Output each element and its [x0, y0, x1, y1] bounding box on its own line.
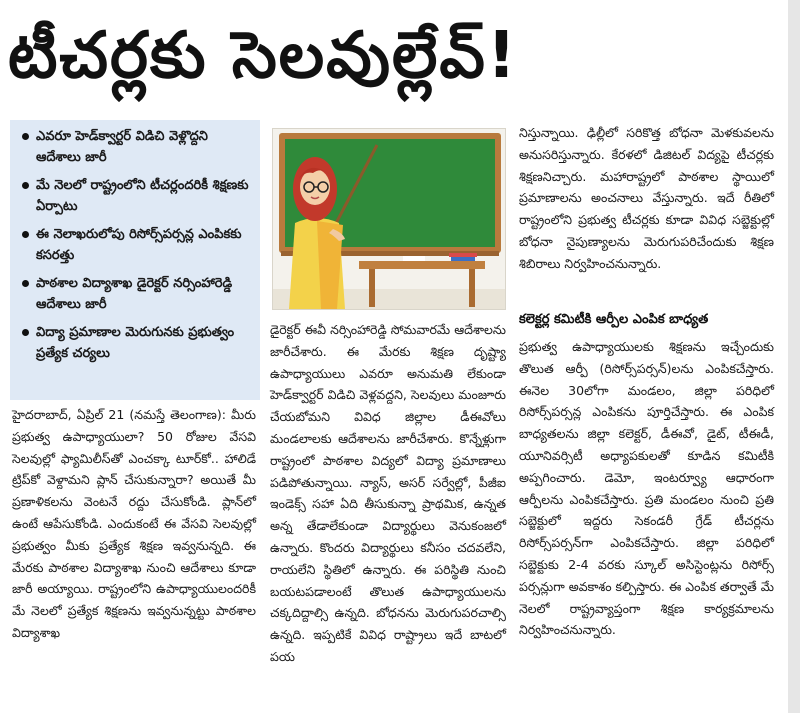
headline: టీచర్లకు సెలవుల్లేవ్‌!	[8, 19, 519, 93]
teacher-illustration	[272, 128, 506, 310]
bullet-icon	[22, 280, 29, 287]
teacher-at-chalkboard-image	[273, 129, 505, 309]
highlight-text: ఎవరూ హెడ్‌క్వార్టర్‌ విడిచి వెళ్లొద్దని ఆదేశాలు జారీ	[36, 129, 208, 165]
bullet-icon	[22, 329, 29, 336]
article-column-1: హైదరాబాద్‌, ఏప్రిల్‌ 21 (నమస్తే తెలంగాణ): మీరు ప్రభుత్వ ఉపాధ్యాయులా? 50 రోజుల వేసవి సెలవుల్లో ఫ్యామిలీస్‌తో ఎంచక్కా టూర్‌కో.. హాలిడే ట్రిప్‌కో వెళ్దామని ప్లాన్‌ చేసుకున్నారా? అయితే మీ ప్రణాళికలను వెంటనే రద్దు చేసుకోండి. ప్లాన్‌లో ఉంటే ఆపేసుకోండి. ఎందుకంటే ఈ వేసవి సెలవుల్లో ప్రభుత్వం మీకు ప్రత్యేక శిక్షణ ఇవ్వనున్నది. ఈ మేరకు పాఠశాల విద్యాశాఖ నుంచి ఆదేశాలు కూడా జారీ అయ్యాయి. రాష్ట్రంలోని ఉపాధ్యాయులందరికీ మే నెలలో ప్రత్యేక శిక్షణను ఇవ్వనున్నట్టు పాఠశాల విద్యాశాఖ	[12, 407, 256, 640]
bullet-icon	[22, 133, 29, 140]
article-column-3-top: నిస్తున్నాయి. ఢిల్లీలో సరికొత్త బోధనా మెళకువలను అనుసరిస్తున్నారు. కేరళలో డిజిటల్‌ విద్యపై టీచర్లకు శిక్షణనిచ్చారు. మహారాష్ట్రలో పాఠశాల స్థాయిలో ప్రమాణాలను అంచనాలు వేస్తున్నారు. ఇదే రీతిలో రాష్ట్రంలోని ప్రభుత్వ టీచర్లకు కూడా వివిధ సబ్జెక్టుల్లో బోధనా నైపుణ్యాలను మెరుగుపరిచేందుకు శిక్షణ శిబిరాలు నిర్వహించనున్నారు.	[519, 125, 774, 271]
bullet-icon	[22, 231, 29, 238]
article-column-2: డైరెక్టర్‌ ఈవీ నర్సింహారెడ్డి సోమవారమే ఆదేశాలను జారీచేశారు. ఈ మేరకు శిక్షణ దృష్ట్యా ఉపాధ్యాయులు ఎవరూ అనుమతి లేకుండా హెడ్‌క్వార్టర్‌ విడిచి వెళ్లవద్దని, సెలవులు మంజూరు చేయబోమని వివిధ జిల్లాల డీఈవోలు మండలాలకు ఆదేశాలను జారీచేశారు. కొన్నేళ్లుగా రాష్ట్రంలో పాఠశాల విద్యలో విద్యా ప్రమాణాలు పడిపోతున్నాయి. న్యాస్‌, అసర్‌ సర్వేల్లో, పీజీఐ ఇండెక్స్‌ సహా ఏది తీసుకున్నా ప్రాథమిక, ఉన్నత అన్న తేడాలేకుండా విద్యార్థులు వెనుకంజలో ఉన్నారు. కొందరు విద్యార్థులు కనీసం చదవలేని, రాయలేని స్థితిలో ఉన్నారు. ఈ పరిస్థితి నుంచి బయటపడాలంటే తొలుత ఉపాధ్యాయులను చక్కదిద్దాల్సి ఉన్నది. బోధనను మెరుగుపరచాల్సి ఉన్నది. ఇప్పటికే వివిధ రాష్ట్రాలు ఇదే బాటలో పయ	[270, 322, 506, 664]
highlight-item	[20, 126, 256, 168]
highlight-item	[20, 224, 256, 266]
bullet-icon	[22, 182, 29, 189]
highlight-text: ఈ నెలాఖరులోపు రిసోర్స్‌పర్సన్ల ఎంపికకు కసరత్తు	[36, 227, 242, 263]
article-column-3-bottom: ప్రభుత్వ ఉపాధ్యాయులకు శిక్షణను ఇచ్చేందుకు తొలుత ఆర్పీ (రిసోర్స్‌పర్సన్‌)లను ఎంపికచేస్తారు. ఈనెల 30లోగా మండలం, జిల్లా పరిధిలో రిసోర్స్‌పర్సన్ల ఎంపికను పూర్తిచేస్తారు. ఈ ఎంపిక బాధ్యతలను జిల్లా కలెక్టర్‌, డీఈవో, డైట్‌, టీఈడీ, యూనివర్సిటీ అధ్యాపకులతో కూడిన కమిటీకి అప్పగించారు. డెమో, ఇంటర్వ్యూ ఆధారంగా ఆర్పీలను ఎంపికచేస్తారు. ప్రతి మండలం నుంచి ప్రతి సబ్జెక్టులో ఇద్దరు సెకండరీ గ్రేడ్‌ టీచర్లను రిసోర్స్‌పర్సన్‌గా ఎంపికచేస్తారు. జిల్లా పరిధిలో సబ్జెక్టుకు 2-4 వరకు స్కూల్‌ అసిస్టెంట్లను రిసోర్స్‌ పర్సన్లుగా అవకాశం కల్పిస్తారు. ఈ ఎంపిక తర్వాతే మే నెలలో రాష్ట్రవ్యాప్తంగా శిక్షణ కార్యక్రమాలను నిర్వహించనున్నారు.	[519, 339, 774, 638]
highlights-list	[10, 120, 260, 364]
highlight-item	[20, 273, 256, 315]
highlight-text: విద్యా ప్రమాణాల మెరుగునకు ప్రభుత్వం ప్రత్యేక చర్యలు	[36, 325, 235, 361]
highlights-box	[10, 120, 260, 400]
highlight-text: మే నెలలో రాష్ట్రంలోని టీచర్లందరికీ శిక్షణకు ఏర్పాటు	[36, 178, 249, 214]
highlight-text: పాఠశాల విద్యాశాఖ డైరెక్టర్‌ నర్సింహారెడ్డి ఆదేశాలు జారీ	[36, 276, 233, 312]
page-edge-strip	[788, 0, 800, 713]
article-subheading: కలెక్టర్ల కమిటీకి ఆర్పీల ఎంపిక బాధ్యత	[519, 312, 709, 327]
highlight-item	[20, 322, 256, 364]
highlight-item	[20, 175, 256, 217]
